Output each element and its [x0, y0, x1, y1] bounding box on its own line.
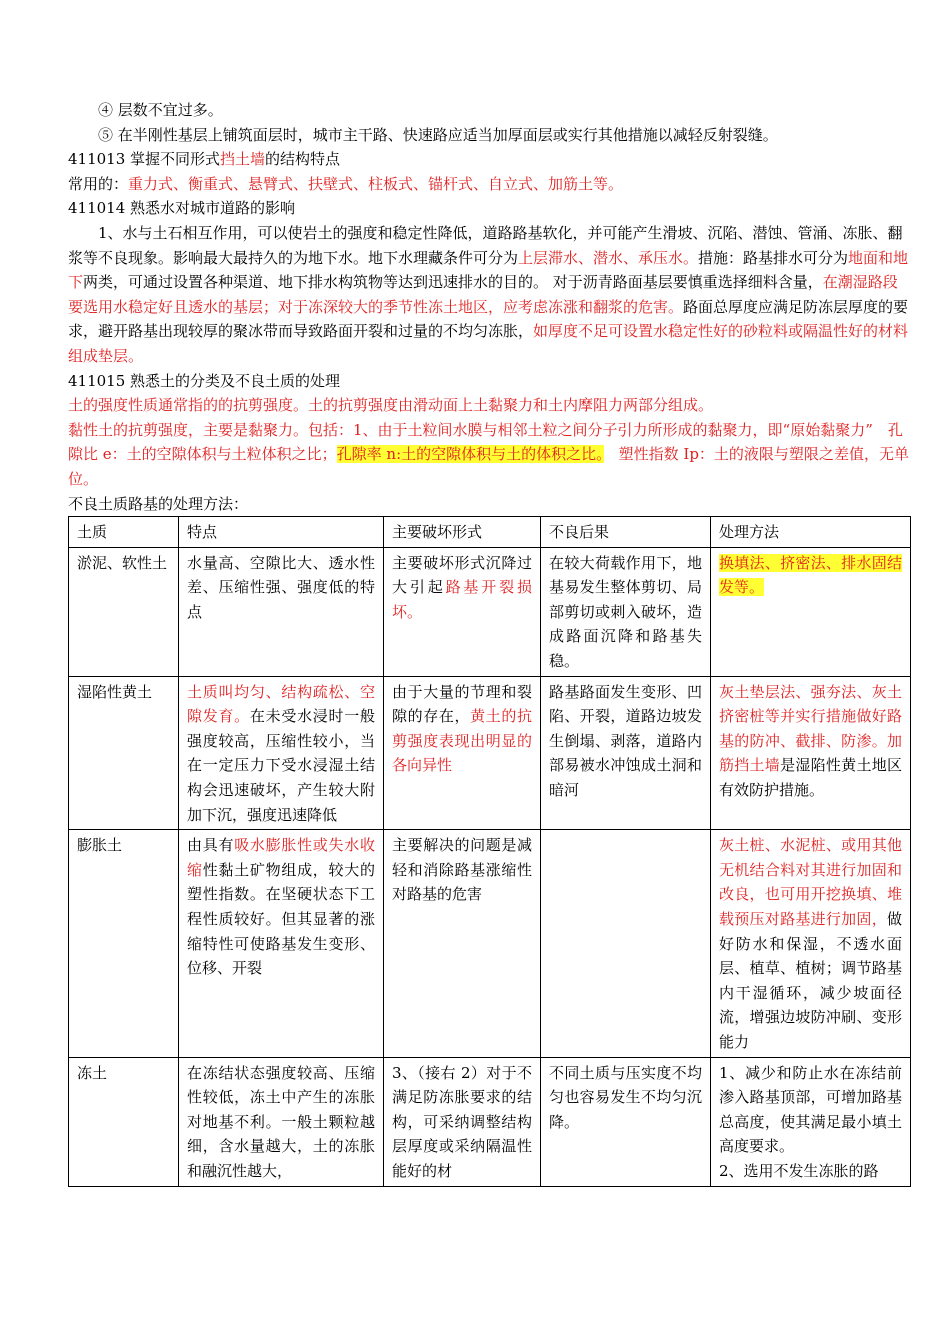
item-4: ④ 层数不宜过多。 — [98, 101, 223, 119]
cell-method: 换填法、挤密法、排水固结发等。 — [711, 547, 911, 676]
section-411014-heading: 411014 熟悉水对城市道路的影响 — [68, 199, 296, 218]
table-row — [69, 547, 911, 676]
section-411015-heading: 411015 熟悉土的分类及不良土质的处理 — [68, 371, 341, 390]
cell-method: 灰土垫层法、强夯法、灰土挤密桩等并实行措施做好路基的防冲、截排、防渗。加筋挡土墙是湿陷性黄土地区有效防护措施。 — [711, 676, 911, 830]
cell-result: 不同土质与压实度不均匀也容易发生不均匀沉降。 — [541, 1057, 711, 1186]
cell-damage: 主要解决的问题是减轻和消除路基涨缩性对路基的危害 — [384, 830, 541, 1057]
cell-result — [541, 830, 711, 1057]
cell-damage: 3、（接右 2）对于不满足防冻胀要求的结构，可采纳调整结构层厚度或采纳隔温性能好的材 — [384, 1057, 541, 1186]
shear-strength-paragraph: 土的强度性质通常指的的抗剪强度。土的抗剪强度由滑动面上土黏聚力和土内摩阻力两部分组成。 — [68, 396, 714, 415]
cell-soil: 膨胀土 — [69, 830, 179, 1057]
document-page — [68, 98, 910, 1187]
table-row — [69, 1057, 911, 1186]
header-result: 不良后果 — [541, 517, 711, 548]
table-row — [69, 830, 911, 1057]
header-soil: 土质 — [69, 517, 179, 548]
cell-damage: 由于大量的节理和裂隙的存在，黄土的抗剪强度表现出明显的各向异性 — [384, 676, 541, 830]
table-header-row — [69, 517, 911, 548]
poor-soil-table — [68, 516, 911, 1186]
cell-result: 路基路面发生变形、凹陷、开裂，道路边坡发生倒塌、剥落，道路内部易被水冲蚀成土洞和暗河 — [541, 676, 711, 830]
cell-soil: 湿陷性黄土 — [69, 676, 179, 830]
cell-result: 在较大荷载作用下，地基易发生整体剪切、局部剪切或刺入破坏，造成路面沉降和路基失稳。 — [541, 547, 711, 676]
retaining-wall-types: 常用的：重力式、衡重式、悬臂式、扶壁式、柱板式、锚杆式、自立式、加筋土等。 — [68, 174, 624, 193]
cell-feature: 由具有吸水膨胀性或失水收缩性黏土矿物组成，较大的塑性指数。在坚硬状态下工程性质较好。但其显著的涨缩特性可使路基发生变形、位移、开裂 — [179, 830, 384, 1057]
cell-feature: 水量高、空隙比大、透水性差、压缩性强、强度低的特点 — [179, 547, 384, 676]
cell-soil: 淤泥、软性土 — [69, 547, 179, 676]
cell-method: 灰土桩、水泥桩、或用其他无机结合料对其进行加固和改良，也可用开挖换填、堆载预压对路基进行加固，做好防水和保湿，不透水面层、植草、植树；调节路基内干湿循环，减少坡面径流，增强边坡防冲刷、变形能力 — [711, 830, 911, 1057]
cell-damage: 主要破坏形式沉降过大引起路基开裂损坏。 — [384, 547, 541, 676]
table-caption: 不良土质路基的处理方法： — [68, 494, 249, 513]
water-effect-paragraph: 1、水与土石相互作用，可以使岩土的强度和稳定性降低，道路路基软化，并可能产生滑坡、沉陷、潜蚀、管涌、冻胀、翻浆等不良现象。影响最大最持久的为地下水。地下水理藏条件可分为上层滞水、潜水、承压水。措施：路基排水可分为地面和地下两类，可通过设置各种渠道、地下排水构筑物等达到迅速排水的目的。 对于沥青路面基层要慎重选择细料含量，在潮湿路段要选用水稳定好且透水的基层；对于冻深较大的季节性冻土地区，应考虑冻涨和翻浆的危害。路面总厚度应满足防冻层厚度的要求，避开路基出现较厚的聚冰带而导致路面开裂和过量的不均匀冻胀，如厚度不足可设置水稳定性好的砂粒料或隔温性好的材料组成垫层。 — [68, 223, 909, 365]
cell-soil: 冻土 — [69, 1057, 179, 1186]
header-damage: 主要破坏形式 — [384, 517, 541, 548]
cell-feature: 在冻结状态强度较高、压缩性较低，冻土中产生的冻胀对地基不利。一般土颗粒越细，含水量越大，土的冻胀和融沉性越大， — [179, 1057, 384, 1186]
cohesive-soil-paragraph: 黏性土的抗剪强度，主要是黏聚力。包括：1、由于土粒间水膜与相邻土粒之间分子引力所形成的黏聚力，即“原始黏聚力” 孔隙比 e：土的空隙体积与土粒体积之比；孔隙率 n:土的空隙体积与土的体积之比。 塑性指数 Ip：土的液限与塑限之差值，无单位。 — [68, 420, 909, 488]
cell-method: 1、减少和防止水在冻结前渗入路基顶部，可增加路基总高度，使其满足最小填土高度要求。 2、选用不发生冻胀的路 — [711, 1057, 911, 1186]
table-row — [69, 676, 911, 830]
section-411013-heading: 411013 掌握不同形式挡土墙的结构特点 — [68, 150, 341, 169]
cell-feature: 土质叫均匀、结构疏松、空隙发育。在未受水浸时一般强度较高，压缩性较小，当在一定压力下受水浸湿土结构会迅速破坏，产生较大附加下沉，强度迅速降低 — [179, 676, 384, 830]
header-feature: 特点 — [179, 517, 384, 548]
item-5: ⑤ 在半刚性基层上铺筑面层时，城市主干路、快速路应适当加厚面层或实行其他措施以减轻反射裂缝。 — [98, 125, 778, 144]
header-method: 处理方法 — [711, 517, 911, 548]
